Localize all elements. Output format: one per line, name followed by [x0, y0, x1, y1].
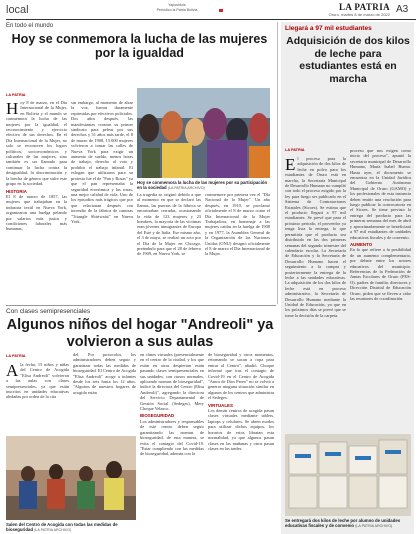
children-photo-caption: [6, 522, 136, 533]
milk-headline: Adquisición de dos kilos de leche para estudiantes está en marcha: [286, 35, 410, 85]
children-subhead-bioseguridad: BIOSEGURIDAD: [140, 413, 175, 419]
children-col1: [6, 362, 69, 434]
milk-dropcap: E: [285, 156, 296, 174]
date-line: Oruro, martes 8 de marzo de 2022: [328, 12, 390, 17]
women-photo-caption: [137, 180, 270, 191]
milk-source: LA PATRIA: [285, 148, 305, 152]
children-col1-text: la fecha, 15 niños y niñas del Centro de Acogida "Elisa Andreoli" volvieron a las aulas con clases semipresenciales, ya que están inscritos en unidades educativas aledañas por orden de la cita: [6, 362, 69, 400]
milk-photo-caption: [285, 518, 411, 529]
women-col4: conmemore por primera vez el "Día Nacional de la Mujer". Un año después, en 1910, se proclamó oficialmente el 8 de marzo como el Día Internacional de la Mujer Trabajadora, en homenaje a las mujeres caídas en la huelga de 1908 y en 1977, la Asamblea General de la Organización de las Naciones Unidas (ONU) designó oficialmente el 8 de marzo el Día Internacional de la Mujer.: [205, 192, 270, 257]
children-photo: [6, 436, 136, 520]
women-protest-photo: [137, 88, 270, 178]
header-rule: [6, 19, 416, 20]
children-col3-text: en clases virtuales (presencialmente en el centro de la ciudad, y los que están en otras despiertan están pasando clases semipresenciales en sus unidades, con cursos normales, aplicando normas de bioseguridad", indicó la directora del Centro (Elisa Andreoli)", agregando la directora del Servicio Departamental de Gestión Social (Sedeges), Mery Choque Velasco.: [140, 352, 204, 412]
women-col3: La tragedia se originó debido a que al momento en que se declaró las llamas, las puertas de la fábrica se encontraban cerradas, ocasionando la vida de 123 mujeres y 23 hombres, la mayoría de las víctimas eran jóvenes inmigrantes de Europa del Este y de Italia. Ese mismo año, el 3 de mayo, se realizó un acto por el Día de la Mujer en Chicago, preámbulo para que el 28 de febrero de 1909, en Nueva York, se: [137, 192, 201, 257]
page-number: A3: [396, 4, 409, 15]
header-tagline: [132, 3, 222, 12]
children-caption-text: Salen del Centro de Acogida con todas las medidas de bioseguridad: [6, 522, 118, 533]
children-col4-text2: Los demás centros de acogida pasan clases virtuales mediante tablets, laptops y celulares. Se abren modos para utilizar dichos equipos, los horarios de estos libratan esta normalidad, ya que algunos pasan clases en las mañanas y otros pasan clases en las tardes.: [208, 408, 274, 451]
women-col2: sin embargo, al momento de alzar la voz, fueron duramente reprimidas por efectivos policiales. Dos años después, las manifestantes crearon su primer sindicato para pelear por sus derechos y 51 años más tarde, el 8 de marzo de 1908, 15.000 mujeres volvieron a tomar las calles de Nueva York para exigir un aumento de sueldo, menos horas de trabajo, derecho al voto y prohibir el trabajo infantil. El eslogan que utilizaron para su protesta fue el de "Pan y Rosas" ya que el pan representaba la seguridad económica y las rosas, una mejor calidad de vida. Uno de los episodios más trágicos que por que relacionan después con incendio de la fábrica de camisas "Triangle Shirtwaist" en Nueva York.: [71, 100, 133, 224]
milk-article: [281, 22, 414, 534]
children-kicker: Con clases semipresenciales: [6, 308, 91, 315]
children-photo-image: [6, 436, 136, 520]
children-col4: [208, 352, 274, 532]
women-dropcap: H: [6, 100, 19, 118]
section-divider: [6, 305, 276, 306]
women-kicker: En todo el mundo: [6, 23, 54, 29]
column-divider: [277, 22, 278, 304]
women-subhead-historia: HISTORIA: [6, 188, 27, 194]
tagline-line1: Yaposhtole: [168, 3, 186, 7]
children-col3: [140, 352, 204, 532]
women-source: LA PATRIA: [6, 93, 26, 97]
brand-logo: LA PATRIA: [338, 2, 390, 12]
women-headline: Hoy se conmemora la lucha de las mujeres por la igualdad: [11, 32, 268, 60]
tagline-line2: Periódico la Patria Bolivia: [156, 7, 198, 12]
milk-caption-credit: (LA PATRIA ARCHIVO): [355, 524, 393, 529]
section-label: local: [6, 4, 29, 16]
women-caption-credit: (LA PATRIA ARCHIVO): [167, 186, 205, 191]
women-col1-text: oy 8 de marzo, en el Día Internacional de la Mujer, en Bolivia y el mundo se conmemora la lucha de las mujeres por la igualdad, el reconocimiento y ejercicio efectivo de sus derechos. En el Día Internacional de la Mujer, no solo se reconocen los logros políticos, socioeconómicos y culturales de las mujeres, sino también es un llamado para continuar la lucha contra la desigualdad, la discriminación y la brecha de género que sufre este grupo en la sociedad.: [6, 100, 67, 187]
red-marker: [219, 9, 223, 12]
children-dropcap: A: [6, 362, 19, 380]
children-subhead-virtuales: VIRTUALES: [208, 402, 233, 408]
women-photo: [137, 88, 270, 178]
milk-col2-text: proceso que nos exigen como inicio del proceso", apuntó la secretaria municipal de Desarrollo Humano, María Isabel Bueno. Hasta ayer, el documento se encuentra en la Unidad Jurídica del Gobierno Autónomo Municipal de Oruro (GAMO) y los profesionales de esta instancia deben emitir una resolución para luego publicar la convocatoria en el Sicoes. Se tiene previsto la entrega del producto para las primeras semanas del mes de abril y aproximadamente se beneficiará a 97 mil estudiantes de unidades educativas fiscales y de convenio.: [350, 148, 411, 240]
milk-kicker: Llegará a 97 mil estudiantes: [285, 25, 372, 32]
children-headline: Algunos niños del hogar "Andreoli" ya volvieron a sus aulas: [6, 317, 274, 350]
milk-subhead-aumento: AUMENTO: [350, 241, 373, 247]
children-article: [6, 308, 276, 534]
milk-col1: [285, 156, 346, 430]
milk-boxes-photo: [285, 434, 411, 516]
children-source: LA PATRIA: [6, 354, 26, 358]
children-col4-text: de bioseguridad y otros momentos, retornando se sacan a ropa para entrar al Centro", añadió. Choque informó que tras el contagio de Covid-19 en el Centro de Acogida "Amor de Dios Pereo" no se volvió a generar ninguna situación similar en algunos de los centros que administra el Sedeges.: [208, 352, 274, 401]
children-col3-text2: Los administradores y responsables de este centro deben seguir garantizando las normas de bioseguridad, de esta manera, se evita el contagio del Covid-19. "Estar cumpliendo con las medidas de bioseguridad, además con la: [140, 418, 204, 457]
milk-col2-text2: En lo que refiere a la posibilidad de un aumento complementario, por debate entre los actores educativos del municipio. Referencias de la Federación de Juntas Escolares de Oruro (FES-O), padres de familia, directores y Dirección Distrital de Educación Oruro, piden que se lleven a cabo las reuniones de coordinación.: [350, 247, 411, 301]
children-caption-credit: (LA PATRIA ARCHIVO): [34, 528, 72, 533]
women-col1: [6, 100, 67, 298]
women-col1-text2: El 8 de marzo de 1857, las mujeres que trabajaban en la industria textil en Nueva York, organizaron una huelga pelando por salarios más justos y condiciones laborales más humanas,: [6, 193, 67, 232]
milk-caption-text: Se entregará dos kilos de leche por alumno de unidades educativas fiscales y de convenio: [285, 518, 401, 529]
women-article: [6, 23, 273, 303]
milk-col2: [350, 148, 411, 430]
milk-photo: [285, 434, 411, 516]
milk-col1-text: l proceso para la adquisición de dos kilos de leche en polvo para los estudiantes de Oruro está en marcha, la Secretaría Municipal de Desarrollo Humano no cumplió con todo el proceso exigido por la ley para luego ser publicado en el Sistema de Contrataciones Estatales (Sicoes). Se estima que el producto llegará a 97 mil estudiantes. Se prevé que para el próximo periodo, el proveedor ya tenga lista la entrega, lo que permitiría que el producto sea distribuido en las dos primeras semanas del segundo trimestre del calendario escolar. La Secretaría de Educación y la Secretaría de Desarrollo Humano hacen el seguimiento a la compra y posteriormente la entrega de la leche a las unidades educativas. La adquisición de los dos kilos de leche está en proceso administrativo, la Secretaría de Desarrollo Humano mediante la Unidad de Educación, ya que en los próximos días se prevé que se tome la decisión de la carpeta.: [285, 156, 346, 318]
women-caption-text: Hoy se conmemora la lucha de las mujeres por su participación en la sociedad: [137, 180, 268, 191]
children-col2: del. Por protocolos, los administradores deben seguir y garantizar todas las medidas de bioseguridad. El Centro de Acogida "Elisa Andreoli" acoge a infantes desde los seis hasta los 12 años. "Algunos de nuestros hogares de acogida están: [73, 352, 136, 395]
